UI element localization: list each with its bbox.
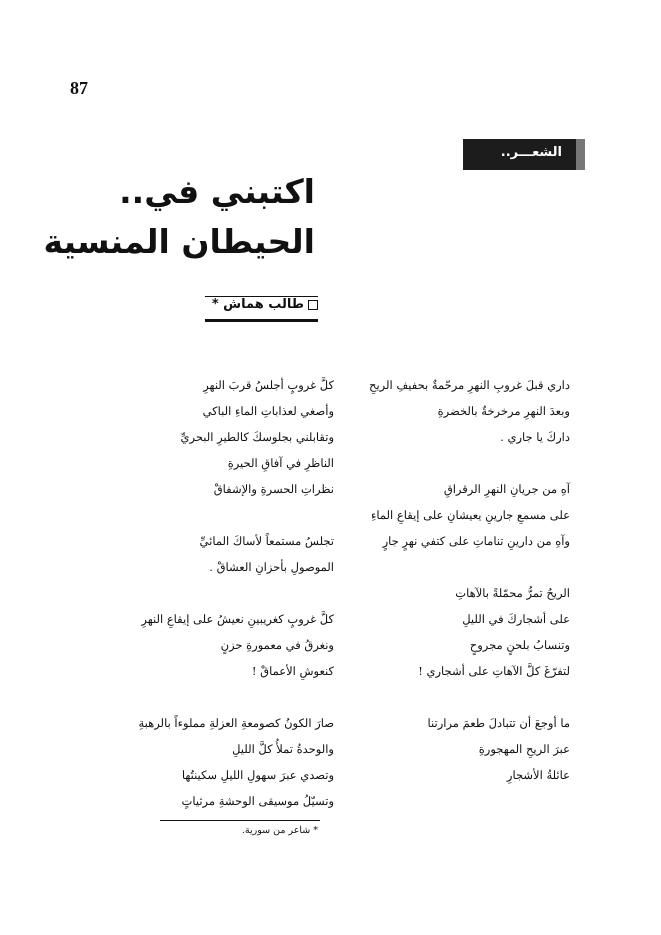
verse-line: عائلةُ الأشجارِ — [506, 768, 570, 782]
author-name: طالب هماش * — [211, 297, 304, 312]
verse-line: والوحدةُ تملأُ كلَّ الليلِ — [232, 742, 334, 756]
verse-line: لتفرّغَ كلَّ الآهاتِ على أشجاري ! — [418, 664, 570, 678]
verse-line: كنعوشِ الأعماقْ ! — [251, 664, 334, 678]
bullet-box-icon — [308, 300, 318, 310]
stanza-gap — [94, 502, 334, 528]
verse-line: تجلسُ مستمعاً لأساكَ المائيِّ — [199, 534, 334, 548]
stanza-gap — [330, 450, 570, 476]
author-byline — [205, 297, 318, 319]
verse-line: وآهِ من دارينِ تناماتِ على كتفي نهرٍ جارٍ — [382, 534, 570, 548]
verse-line: صارَ الكونُ كصومعةِ العزلةِ مملوءاً بالرهبةِ — [138, 716, 334, 730]
verse-line: الموصولِ بأحزانِ العشاقْ . — [209, 560, 334, 574]
verse-line: وتنسابُ بلحنٍ مجروحٍ — [469, 638, 570, 652]
footnote: * شاعر من سورية. — [241, 825, 318, 836]
verse-line: وتسيّلُ موسيقى الوحشةِ مرثياتٍ — [181, 794, 334, 808]
footnote-rule — [160, 820, 320, 821]
verse-line: الناظرِ في آفاقِ الحيرةِ — [227, 456, 334, 470]
verse-line: داري قبلَ غروبِ النهرِ مرحّمةٌ بحفيفِ الريحِ — [369, 378, 570, 392]
verse-line: داركَ يا جاري . — [500, 430, 570, 444]
verse-line: ونغرقُ في معمورةِ حزنٍ — [220, 638, 334, 652]
verse-line: على مسمعِ جارينِ يعيشانِ على إيقاعِ الماءِ — [370, 508, 570, 522]
poem-column-left — [94, 372, 334, 814]
verse-line: وتصدي عبرَ سهولِ الليلِ سكينتُها — [181, 768, 334, 782]
section-tab — [463, 139, 585, 170]
stanza-gap — [330, 684, 570, 710]
author-rule-bottom — [205, 319, 318, 322]
section-label: الشعـــر.. — [500, 145, 562, 160]
stanza-gap — [94, 684, 334, 710]
verse-line: كلَّ غروبٍ كغريبينِ نعيشُ على إيقاعِ النهرِ — [141, 612, 334, 626]
verse-line: وتقابلني بجلوسكَ كالطيرِ البحريِّ — [180, 430, 334, 444]
verse-line: آهِ من جريانِ النهرِ الرقراقِ — [443, 482, 570, 496]
verse-line: نظراتِ الحسرةِ والإشفاقْ — [213, 482, 334, 496]
verse-line: كلَّ غروبٍ أجلسُ قربَ النهرِ — [203, 378, 334, 392]
verse-line: ما أوجعَ أن تتبادلَ طعمَ مرارتنا — [427, 716, 570, 730]
page-number: 87 — [70, 78, 88, 98]
poem-title-line-2: الحيطان المنسية — [43, 222, 315, 261]
stanza-gap — [330, 554, 570, 580]
stanza-gap — [94, 580, 334, 606]
poem-title-line-1: اكتبني في.. — [119, 172, 315, 211]
verse-line: عبرَ الريحِ المهجورةِ — [478, 742, 570, 756]
verse-line: وأصغي لعذاباتِ الماءِ الباكي — [202, 404, 334, 418]
verse-line: على أشجاركَ في الليلِ — [462, 612, 570, 626]
verse-line: وبعدَ النهرِ مرخرخةٌ بالخضرةِ — [437, 404, 570, 418]
poem-column-right — [330, 372, 570, 788]
verse-line: الريحُ تمرُّ محمّلةً بالآهاتِ — [455, 586, 570, 600]
